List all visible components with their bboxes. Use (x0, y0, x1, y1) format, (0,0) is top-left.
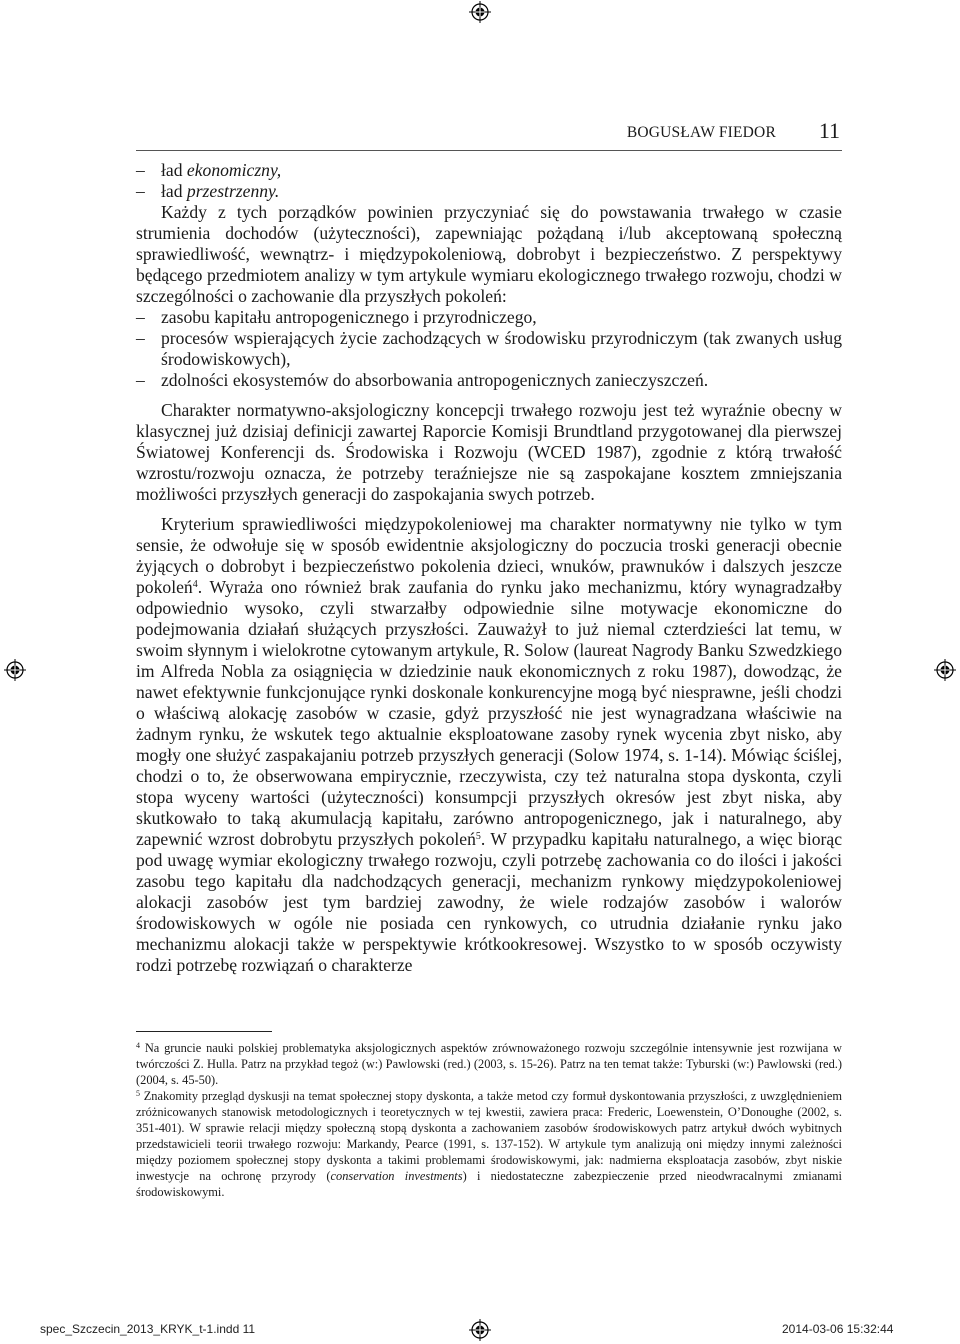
list-item-italic: ekonomiczny, (186, 160, 282, 180)
article-body (136, 160, 842, 976)
footnote-divider (136, 1031, 272, 1032)
registration-mark-icon (469, 1, 491, 23)
paragraph-text: . W przypadku kapitału naturalnego, a więc biorąc pod uwagę wymiar ekologiczny trwałego rozwoju, czyli potrzebę zachowania co do ilości i jakości zasobu tego kapitału dla nadchodzących generacji, mechanizm rynkowy międzypokoleniowej alokacji zasobów jest tym bardziej zawodny, że wiele rodzajów zasobów i walorów środowiskowych w ogóle nie posiada cen rynkowych, co utrudnia działanie rynku jako mechanizmu alokacji także w perspektywie krótkookresowej. Wszystko to w sposób oczywisty rodzi potrzebę rozwiązań o charakterze (136, 829, 843, 975)
footnote-ref[interactable]: 5 (475, 831, 481, 842)
running-head (136, 118, 842, 151)
page-number: 11 (818, 118, 840, 143)
footnote-text: Na gruncie nauki polskiej problematyka aksjologicznych aspektów zrównoważonego rozwoju szczególnie intensywnie jest rozwijana w twórczości Z. Hulla. Patrz na przykład tegoż (w:) Pawlowski (red.) (2003, s. 15-26). Patrz na ten temat także: Tyburski (w:) Pawlowski (red.) (2004, s. 45-50). (136, 1041, 842, 1087)
footnote-number: 4 (136, 1041, 140, 1050)
footnote-ref[interactable]: 4 (192, 579, 198, 590)
registration-mark-icon (469, 1319, 491, 1341)
paragraph-text: . Wyraża ono również brak zaufania do rynku jako mechanizmu, który wynagradzałby odpowiednio wysoko, czyli stwarzałby odpowiednie silne motywacje ekonomiczne do podejmowania działań służących przyszłości. Zauważył to już niemal czterdzieści lat temu, w swoim słynnym i wielokrotne cytowanym artykule, R. Solow (laureat Nagrody Banku Szwedzkiego im Alfreda Nobla za osiągnięcia w dziedzinie nauk ekonomicznych z roku 1987), dowodząc, że nawet efektywnie funkcjonujące rynki doskonale konkurencyjne mogą być niesprawne, jeśli chodzi o właściwą alokację zasobów w czasie, gdyż przyszłość nie jest wynagradzana właściwie na żadnym rynku, że wskutek tego aktualnie eksploatowane zasoby rynek wycenia zbyt nisko, aby mogły one służyć zaspakajaniu potrzeb przyszłych generacji (Solow 1974, s. 1-14). Mówiąc ściślej, chodzi o to, że obserwowana empirycznie, rzeczywista, czy też naturalna stopa dyskonta, czyli stopa wyceny wartości (użyteczności) konsumpcji przyszłych okresów jest zbyt niska, aby skutkowało to taką akumulacją kapitału, zarówno antropogenicznego, jak i naturalnego, aby zapewnić wzrost dobrobytu przyszłych pokoleń (136, 577, 842, 849)
footnote-text: ) i niedostateczne zabezpieczenie przed nieodwracalnymi zmianami środowiskowymi. (136, 1169, 842, 1199)
footnote (136, 1040, 842, 1088)
list-item-italic: przestrzenny. (186, 181, 280, 201)
list-item-text: ład (161, 160, 187, 180)
registration-mark-icon (4, 659, 26, 681)
slug-filename: spec_Szczecin_2013_KRYK_t-1.indd 11 (40, 1322, 256, 1336)
slug-timestamp: 2014-03-06 15:32:44 (782, 1322, 894, 1336)
footnote (136, 1088, 842, 1200)
paragraph: Każdy z tych porządków powinien przyczyniać się do powstawania trwałego w czasie strumienia dochodów (użyteczności), zapewniając pożądaną i/lub akceptowaną społeczną sprawiedliwość, wewnątrz- i międzypokoleniową, dobrobyt i bezpieczeństwo. Z perspektywy będącego przedmiotem analizy w tym artykule wymiaru ekologicznego trwałego rozwoju, chodzi w szczególności o zachowanie dla przyszłych pokoleń: (136, 202, 842, 306)
list-item: – procesów wspierających życie zachodzących w środowisku przyrodniczym (tak zwanych usług środowiskowych), (136, 328, 842, 370)
running-head-author: BOGUSŁAW FIEDOR (626, 124, 776, 141)
footnote-number: 5 (136, 1089, 140, 1098)
registration-mark-icon (934, 659, 956, 681)
paragraph: Charakter normatywno-aksjologiczny koncepcji trwałego rozwoju jest też wyraźnie obecny w klasycznej już dzisiaj definicji zawartej Raporcie Komisji Brundtland przygotowanej dla pierwszej Światowej Konferencji ds. Środowiska i Rozwoju (WCED 1987), zgodnie z którą trwałość wzrostu/rozwoju oznacza, że potrzeby teraźniejsze nie są zaspokajane kosztem zmniejszania możliwości przyszłych generacji do zaspokajania swych potrzeb. (136, 400, 842, 504)
list-item: – zasobu kapitału antropogenicznego i przyrodniczego, (136, 307, 842, 328)
footnote-italic: conservation investments (330, 1169, 463, 1183)
list-item (136, 160, 842, 181)
paragraph-text: Kryterium sprawiedliwości międzypokoleniowej ma charakter normatywny nie tylko w tym sensie, że odwołuje się w sposób ewidentnie aksjologiczny do poczucia troski generacji obecnie żyjących o dobrobyt i bezpieczeństwo pokolenia dzieci, wnuków, prawnuków i dalszych jeszcze pokoleń (136, 514, 842, 597)
footnote-text: Znakomity przegląd dyskusji na temat społecznej stopy dyskonta, a także metod czy formuł dyskontowania przyszłości, z uwzględnieniem zróżnicowanych stanowisk metodologicznych i teoretycznych w tej kwestii, zawiera praca: Frederic, Loewenstein, O’Donoughe (2002, s. 351-401). W sprawie relacji między społeczną stopą dyskonta a zachowaniem zasobów środowiskowych patrz artykuł dwóch wybitnych przedstawicieli teorii trwałego rozwoju: Markandy, Pearce (1991, s. 137-152). W artykule tym analizują oni między innymi zależności między poziomem społecznej stopy dyskonta a takimi problemami środowiskowymi, jak: nadmierna eksploatacja zasobów, zbyt niskie inwestycje na ochronę przyrody ( (136, 1089, 842, 1183)
footnotes (136, 1040, 842, 1200)
list-item: – zdolności ekosystemów do absorbowania antropogenicznych zanieczyszczeń. (136, 370, 842, 391)
list-item (136, 181, 842, 202)
list-item-text: ład (161, 181, 187, 201)
paragraph (136, 514, 842, 976)
